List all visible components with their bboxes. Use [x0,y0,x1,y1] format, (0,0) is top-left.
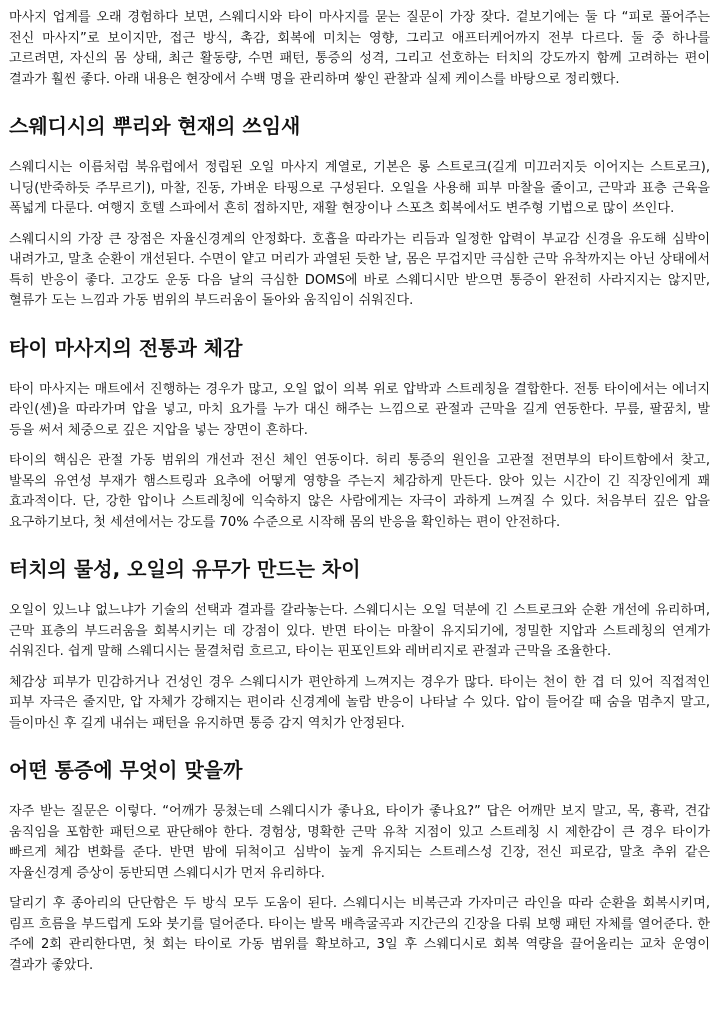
paragraph-touch-oil-2: 체감상 피부가 민감하거나 건성인 경우 스웨디시가 편안하게 느껴지는 경우가 많다. 타이는 천이 한 겹 더 있어 직접적인 피부 자극은 줄지만, 압 자체가 강해지는 편이라 신경계에 놀람 반응이 나타날 수 있다. 압이 들어갈 때 숨을 멈추지 말고, 들이마신 후 길게 내쉬는 패턴을 유지하면 통증 감지 역치가 안정된다. [9,674,710,731]
paragraph-pain-matching-1: 자주 받는 질문은 이렇다. “어깨가 뭉쳤는데 스웨디시가 좋나요, 타이가 좋나요?” 답은 어깨만 보지 말고, 목, 흉곽, 견갑 움직임을 포함한 패턴으로 판단해야 한다. 경험상, 명확한 근막 유착 지점이 있고 스트레칭 시 제한감이 큰 경우 타이가 빠르게 체감 변화를 준다. 반면 밤에 뒤척이고 심박이 높게 유지되는 스트레스성 긴장, 전신 피로감, 말초 추위 같은 자율신경계 증상이 동반되면 스웨디시가 먼저 유리하다. [9,804,710,881]
paragraph-thai-tradition-2: 타이의 핵심은 관절 가동 범위의 개선과 전신 체인 연동이다. 허리 통증의 원인을 고관절 전면부의 타이트함에서 찾고, 발목의 유연성 부재가 햄스트링과 요추에 어떻게 영향을 주는지 체감하게 만든다. 앉아 있는 시간이 긴 직장인에게 꽤 효과적이다. 단, 강한 압이나 스트레칭에 익숙하지 않은 사람에게는 자극이 과하게 느껴질 수 있다. 처음부터 깊은 압을 요구하기보다, 첫 세션에서는 강도를 70% 수준으로 시작해 몸의 반응을 확인하는 편이 안전하다. [9,453,710,530]
intro-paragraph: 마사지 업계를 오래 경험하다 보면, 스웨디시와 타이 마사지를 묻는 질문이 가장 잦다. 겉보기에는 둘 다 “피로 풀어주는 전신 마사지”로 보이지만, 접근 방식, 촉감, 회복에 미치는 영향, 그리고 애프터케어까지 전부 다르다. 둘 중 하나를 고르려면, 자신의 몸 상태, 최근 활동량, 수면 패턴, 통증의 성격, 그리고 선호하는 터치의 강도까지 함께 고려하는 편이 결과가 훨씬 좋다. 아래 내용은 현장에서 수백 명을 관리하며 쌓인 관찰과 실제 케이스를 바탕으로 정리했다. [9,10,710,87]
paragraph-touch-oil-1: 오일이 있느냐 없느냐가 기술의 선택과 결과를 갈라놓는다. 스웨디시는 오일 덕분에 긴 스트로크와 순환 개선에 유리하며, 근막 표층의 부드러움을 회복시키는 데 강점이 있다. 반면 타이는 마찰이 유지되기에, 정밀한 지압과 스트레칭의 연계가 쉬워진다. 쉽게 말해 스웨디시는 물결처럼 흐르고, 타이는 핀포인트와 레버리지로 관절과 근막을 조율한다. [9,603,710,659]
section-heading-swedish-origins: 스웨디시의 뿌리와 현재의 쓰임새 [9,114,301,138]
paragraph-thai-tradition-1: 타이 마사지는 매트에서 진행하는 경우가 많고, 오일 없이 의복 위로 압박과 스트레칭을 결합한다. 전통 타이에서는 에너지 라인(센)을 따라가며 압을 넣고, 마치 요가를 누가 대신 해주는 느낌으로 관절과 근막을 길게 연동한다. 무릎, 팔꿈치, 발 등을 써서 체중으로 깊은 지압을 넣는 장면이 흔하다. [9,381,710,438]
paragraph-swedish-origins-2: 스웨디시의 가장 큰 장점은 자율신경계의 안정화다. 호흡을 따라가는 리듬과 일정한 압력이 부교감 신경을 유도해 심박이 내려가고, 말초 순환이 개선된다. 수면이 얕고 머리가 과열된 듯한 날, 몸은 무겁지만 극심한 근막 유착까지는 아닌 상태에서 특히 반응이 좋다. 고강도 운동 다음 날의 극심한 DOMS에 바로 스웨디시만 받으면 통증이 완전히 사라지지는 않지만, 혈류가 도는 느낌과 가동 범위의 부드러움이 돌아와 움직임이 쉬워진다. [9,231,710,308]
paragraph-pain-matching-2: 달리기 후 종아리의 단단함은 두 방식 모두 도움이 된다. 스웨디시는 비복근과 가자미근 라인을 따라 순환을 회복시키며, 림프 흐름을 부드럽게 도와 붓기를 덜어준다. 타이는 발목 배측굴곡과 지간근의 긴장을 다뤄 보행 패턴 자체를 열어준다. 한 주에 2회 관리한다면, 첫 회는 타이로 가동 범위를 확보하고, 3일 후 스웨디시로 회복 역량을 끌어올리는 교차 운영이 결과가 좋았다. [9,896,710,973]
paragraph-swedish-origins-1: 스웨디시는 이름처럼 북유럽에서 정립된 오일 마사지 계열로, 기본은 롱 스트로크(길게 미끄러지듯 이어지는 스트로크), 니딩(반죽하듯 주무르기), 마찰, 진동, 가벼운 타핑으로 구성된다. 오일을 사용해 피부 마찰을 줄이고, 근막과 표층 근육을 폭넓게 다룬다. 여행지 호텔 스파에서 흔히 접하지만, 재활 현장이나 스포츠 회복에서도 변주형 기법으로 많이 쓰인다. [9,160,710,216]
section-heading-pain-matching: 어떤 통증에 무엇이 맞을까 [9,758,243,782]
section-heading-thai-tradition: 타이 마사지의 전통과 체감 [9,335,243,360]
section-heading-touch-oil: 터치의 물성, 오일의 유무가 만드는 차이 [9,557,361,581]
